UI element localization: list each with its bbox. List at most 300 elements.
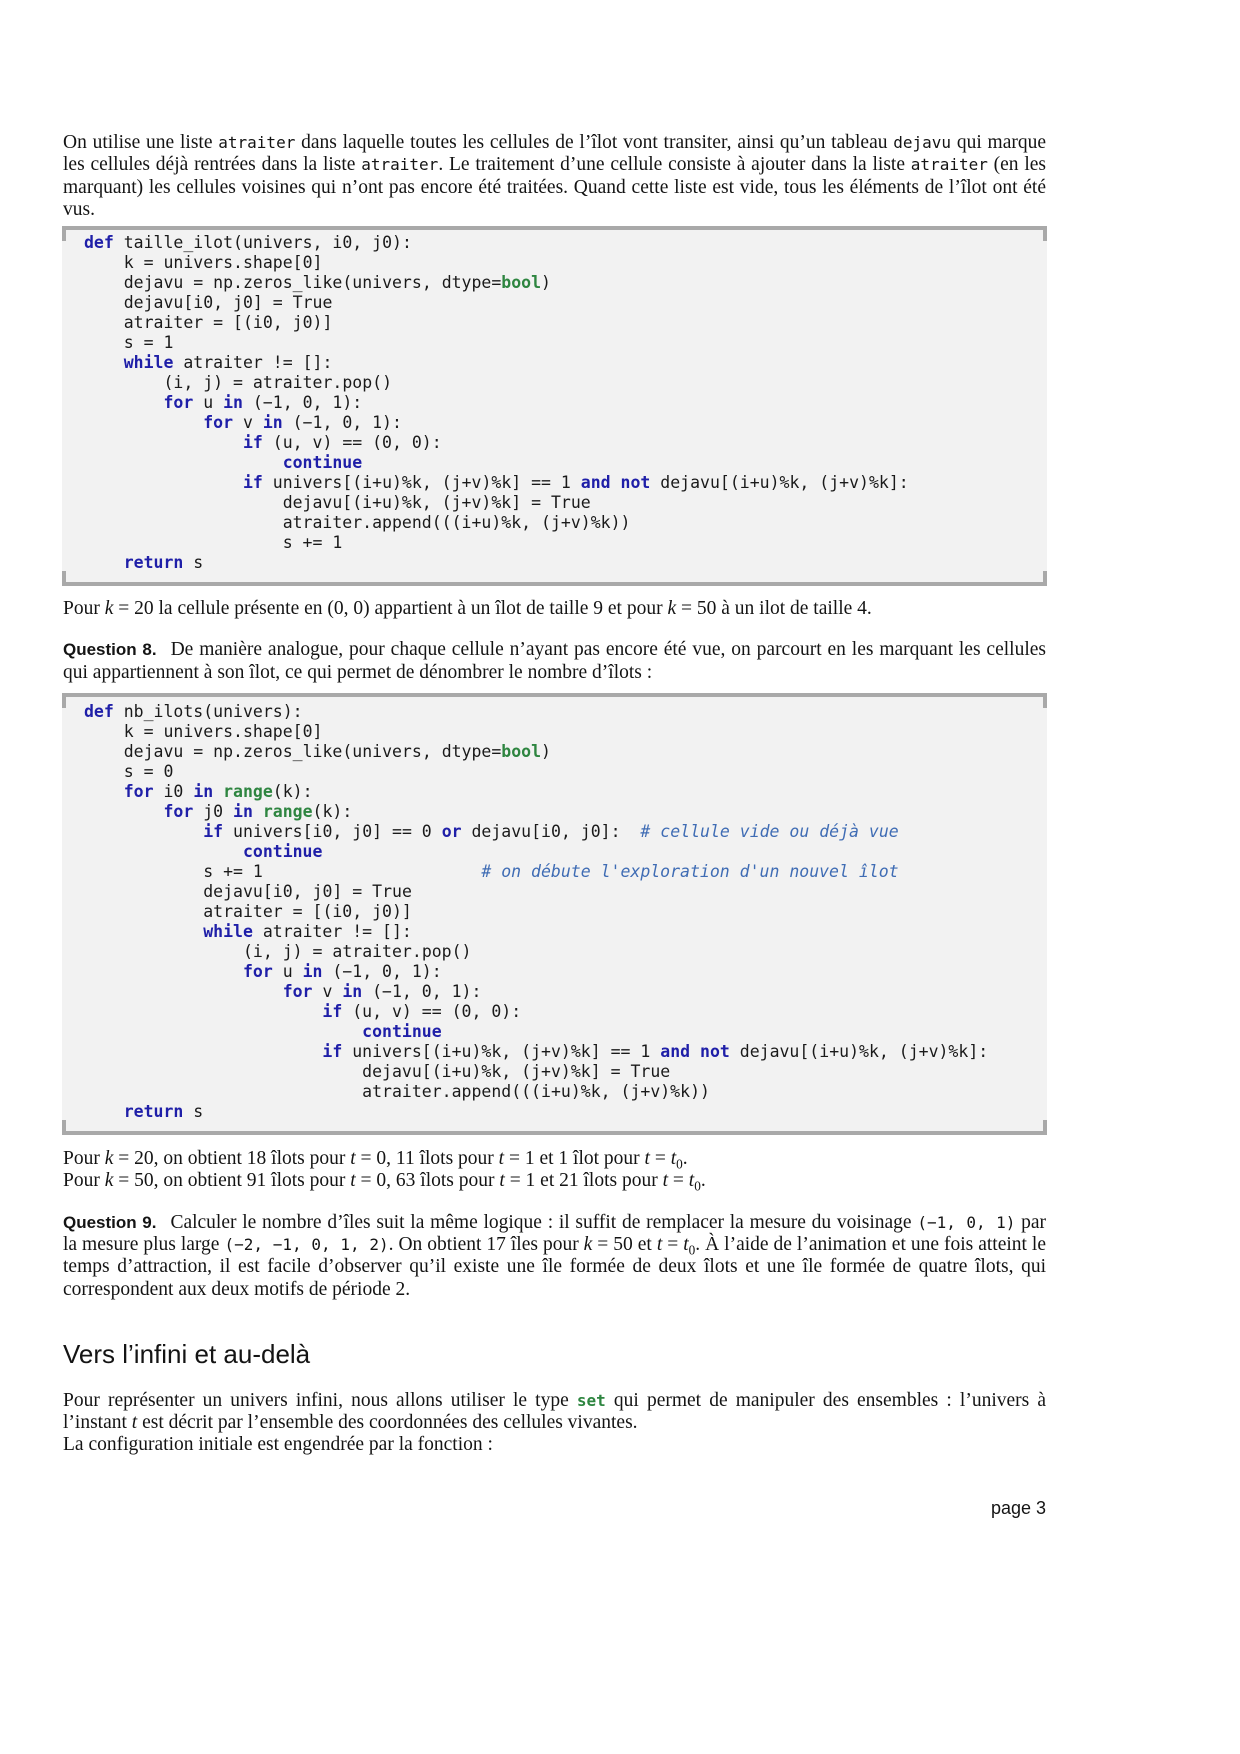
code-line bbox=[84, 882, 1047, 902]
code-text: [( bbox=[342, 473, 363, 493]
code-text: )) bbox=[690, 1082, 710, 1102]
code-text bbox=[84, 742, 124, 761]
code-text: univers bbox=[163, 253, 234, 273]
code-text: = 1 bbox=[133, 333, 174, 353]
code-text: )% bbox=[391, 493, 412, 513]
code-line bbox=[84, 253, 1047, 273]
code-text: = 0 bbox=[133, 762, 174, 782]
code-text: k bbox=[322, 802, 333, 822]
code-text: , ( bbox=[421, 473, 452, 493]
code-line bbox=[84, 553, 1047, 573]
code-keyword: if bbox=[242, 433, 263, 453]
code-text: . bbox=[441, 1082, 452, 1102]
code-text: [( bbox=[421, 1042, 442, 1062]
listing-frame-corner bbox=[1043, 1120, 1047, 1131]
listing-frame-corner bbox=[1043, 571, 1047, 582]
code-keyword: in bbox=[342, 982, 363, 1002]
text-run: par la mesure plus large bbox=[63, 1211, 1046, 1255]
inline-code: atraiter bbox=[361, 155, 439, 175]
code-keyword: or bbox=[441, 822, 462, 842]
math-variable: t bbox=[131, 1412, 138, 1434]
code-text: s bbox=[193, 1102, 204, 1122]
text-run: qui permet de manipuler des ensembles : l’univers à l’instant bbox=[63, 1389, 1046, 1434]
code-text: append bbox=[372, 513, 432, 533]
code-keyword: for bbox=[203, 413, 234, 433]
text-run: Calculer le nombre d’îles suit la même logique : il suffit de remplacer la mesure du voisinage bbox=[170, 1211, 918, 1233]
code-text: i0 bbox=[332, 233, 353, 253]
code-text: i0 bbox=[193, 293, 214, 313]
code-text: )% bbox=[481, 493, 502, 513]
code-text bbox=[84, 553, 124, 572]
code-keyword: def bbox=[84, 233, 114, 253]
code-text bbox=[154, 782, 164, 801]
code-text: ): bbox=[282, 702, 303, 722]
text-run: . On obtient 17 îles pour bbox=[388, 1233, 584, 1255]
code-text: dejavu bbox=[123, 293, 184, 313]
code-text bbox=[183, 553, 193, 572]
code-text: + bbox=[372, 493, 383, 513]
code-line bbox=[84, 802, 1047, 822]
code-text: . bbox=[233, 253, 243, 273]
code-text: atraiter bbox=[362, 1082, 442, 1102]
code-text bbox=[114, 702, 124, 721]
code-text bbox=[84, 762, 124, 781]
code-text: u bbox=[362, 1002, 373, 1022]
code-keyword: for bbox=[242, 962, 273, 982]
code-text: ( bbox=[84, 373, 174, 393]
code-text: ): bbox=[332, 802, 353, 822]
code-text bbox=[193, 393, 203, 412]
code-line bbox=[84, 453, 1047, 473]
code-text: + bbox=[451, 1042, 462, 1062]
code-text: dtype bbox=[441, 742, 492, 762]
code-line bbox=[84, 333, 1047, 353]
code-text: + bbox=[749, 473, 760, 493]
code-text: u bbox=[382, 473, 392, 493]
code-keyword: continue bbox=[242, 842, 323, 862]
code-text: atraiter bbox=[282, 513, 363, 533]
code-text: () bbox=[451, 942, 472, 962]
code-text bbox=[313, 982, 323, 1001]
math-subscript: 0 bbox=[694, 1179, 701, 1195]
text-run: Pour représenter un univers infini, nous allons utiliser le type bbox=[63, 1389, 577, 1411]
code-text: )) bbox=[610, 513, 631, 533]
code-text: u bbox=[203, 393, 214, 413]
code-text: univers bbox=[352, 742, 422, 762]
code-text: ( bbox=[312, 802, 323, 822]
text-run: est décrit par l’ensemble des coordonnées des cellules vivantes. bbox=[137, 1412, 638, 1434]
code-text bbox=[263, 473, 273, 492]
listing-frame-corner bbox=[62, 230, 66, 241]
code-text: pop bbox=[342, 373, 373, 393]
code-text: k bbox=[491, 1062, 502, 1082]
page-content bbox=[63, 132, 1046, 1457]
code-text: ] == 0 bbox=[372, 822, 442, 842]
text-run: . À l’aide de l’animation et une fois atteint le temps d’attraction, il est facile d’observer qu’il existe une île formée de deux îlots et une île formée de quatre îlots, qui correspondent aux deux motifs de période 2. bbox=[63, 1233, 1046, 1300]
text-run: = 1 et 21 îlots pour bbox=[504, 1170, 663, 1192]
math-variable: k bbox=[583, 1233, 593, 1255]
code-line bbox=[84, 702, 1047, 722]
code-text bbox=[84, 1042, 322, 1061]
code-text: v bbox=[391, 1002, 402, 1022]
code-text: i bbox=[441, 1042, 452, 1062]
code-text: ) bbox=[541, 273, 551, 293]
code-text: v bbox=[570, 513, 581, 533]
code-text: , bbox=[292, 433, 313, 453]
math-variable: t bbox=[350, 1148, 356, 1170]
code-text: . bbox=[233, 722, 243, 742]
code-line bbox=[84, 273, 1047, 293]
inline-code: (−2, −1, 0, 1, 2) bbox=[224, 1234, 389, 1254]
math-variable: t bbox=[683, 1233, 689, 1255]
code-text bbox=[84, 1082, 362, 1101]
code-text bbox=[730, 1042, 740, 1061]
code-text: )% bbox=[580, 513, 601, 533]
text-run: = 0, 63 îlots pour bbox=[355, 1170, 500, 1192]
code-text: )% bbox=[938, 1042, 959, 1062]
code-text: u bbox=[759, 473, 770, 493]
section-paragraph bbox=[63, 1390, 1046, 1457]
inline-type-keyword: set bbox=[576, 1390, 606, 1410]
code-line bbox=[84, 1042, 1047, 1062]
text-run: = bbox=[662, 1233, 684, 1255]
code-text: ] == 1 bbox=[511, 473, 581, 493]
code-text: atraiter bbox=[183, 353, 263, 373]
code-text: k bbox=[580, 1042, 591, 1062]
code-text: k bbox=[590, 1082, 601, 1102]
code-text bbox=[84, 273, 124, 292]
code-text: j bbox=[451, 473, 462, 493]
code-text: , bbox=[352, 233, 373, 253]
code-text: ( bbox=[342, 1002, 363, 1022]
code-text: i bbox=[739, 473, 750, 493]
code-text: ((( bbox=[511, 1082, 541, 1102]
code-text: ((( bbox=[431, 513, 462, 533]
code-text bbox=[84, 862, 203, 881]
question-label: Question 9. bbox=[63, 1212, 157, 1232]
code-text bbox=[650, 473, 660, 492]
code-text: k bbox=[680, 1082, 691, 1102]
code-text: univers bbox=[233, 822, 303, 842]
code-text bbox=[253, 802, 263, 821]
text-run: . bbox=[682, 1148, 688, 1170]
code-text: atraiter bbox=[203, 902, 283, 922]
code-text: i0 bbox=[332, 902, 353, 922]
code-line bbox=[84, 722, 1047, 742]
code-text: k bbox=[123, 253, 134, 273]
text-run: = 50, on obtient 91 îlots pour bbox=[113, 1170, 351, 1192]
code-text: j bbox=[908, 1042, 919, 1062]
code-text: s bbox=[203, 862, 214, 882]
code-text: [( bbox=[799, 1042, 820, 1062]
code-line bbox=[84, 433, 1047, 453]
code-text: . bbox=[332, 373, 343, 393]
code-text: k bbox=[868, 1042, 879, 1062]
code-text bbox=[84, 513, 283, 532]
code-text: i0 bbox=[163, 782, 184, 802]
text-run: = 0, 11 îlots pour bbox=[355, 1148, 499, 1170]
code-text bbox=[84, 493, 283, 512]
code-text: u bbox=[282, 433, 293, 453]
result-line bbox=[63, 1148, 1046, 1170]
code-keyword: in bbox=[302, 962, 323, 982]
code-text: zeros_like bbox=[242, 273, 343, 293]
code-text bbox=[253, 413, 263, 432]
code-line bbox=[84, 473, 1047, 493]
code-text: v bbox=[650, 1082, 661, 1102]
code-text: (−1, 0, 1): bbox=[242, 393, 363, 413]
code-text: v bbox=[312, 433, 323, 453]
code-text: [ bbox=[302, 822, 313, 842]
code-line bbox=[84, 393, 1047, 413]
code-keyword: in bbox=[233, 802, 253, 822]
code-text: [ bbox=[183, 293, 194, 313]
code-text: )% bbox=[660, 1082, 681, 1102]
code-text: ]: bbox=[600, 822, 641, 842]
code-text: != []: bbox=[342, 922, 412, 942]
code-keyword: in bbox=[223, 393, 243, 413]
code-text: i bbox=[441, 1062, 452, 1082]
code-text: , bbox=[372, 1002, 392, 1022]
code-text bbox=[84, 822, 203, 841]
code-text bbox=[84, 802, 163, 821]
text-run: = 20, on obtient 18 îlots pour bbox=[113, 1148, 351, 1170]
code-text bbox=[233, 413, 243, 432]
code-text: s bbox=[193, 553, 204, 573]
code-line bbox=[84, 1102, 1047, 1122]
code-text: , ( bbox=[799, 473, 830, 493]
text-run: = 50 et bbox=[592, 1233, 657, 1255]
code-text: ) bbox=[541, 742, 551, 762]
code-text: )% bbox=[471, 1062, 492, 1082]
code-text: ( bbox=[272, 782, 283, 802]
code-text bbox=[84, 722, 124, 741]
code-text: + bbox=[839, 473, 850, 493]
code-text: dtype bbox=[441, 273, 492, 293]
math-variable: k bbox=[104, 1148, 114, 1170]
code-line bbox=[84, 533, 1047, 553]
listing-frame-corner bbox=[62, 697, 66, 708]
code-keyword: not bbox=[700, 1042, 730, 1062]
code-text: v bbox=[928, 1042, 939, 1062]
code-text: True bbox=[292, 293, 333, 313]
code-line bbox=[84, 862, 1047, 882]
code-text: dejavu bbox=[123, 742, 184, 762]
code-text: j0 bbox=[312, 882, 333, 902]
code-text bbox=[84, 1022, 362, 1041]
code-text: univers bbox=[352, 273, 422, 293]
math-variable: t bbox=[662, 1170, 669, 1192]
code-text bbox=[84, 413, 203, 432]
code-text: v bbox=[471, 493, 482, 513]
code-text: j bbox=[203, 373, 214, 393]
math-variable: t bbox=[350, 1170, 356, 1192]
code-text: k bbox=[491, 1042, 502, 1062]
code-text: = [( bbox=[282, 902, 333, 922]
code-line bbox=[84, 782, 1047, 802]
code-text: u bbox=[461, 1042, 472, 1062]
code-line bbox=[84, 233, 1047, 253]
question-text bbox=[63, 639, 1046, 682]
code-text: taille_ilot bbox=[123, 233, 234, 253]
code-text: [( bbox=[719, 473, 740, 493]
code-text bbox=[84, 533, 283, 552]
code-text: univers bbox=[352, 1042, 422, 1062]
code-text: )% bbox=[849, 1042, 869, 1062]
code-text: (−1, 0, 1): bbox=[322, 962, 442, 982]
code-text: [( bbox=[342, 493, 363, 513]
math-variable: t bbox=[688, 1170, 695, 1192]
code-text: ) = bbox=[213, 373, 253, 393]
code-text: atraiter bbox=[262, 922, 343, 942]
code-text bbox=[84, 433, 243, 452]
code-line bbox=[84, 1022, 1047, 1042]
code-text: , bbox=[352, 902, 373, 922]
code-text: True bbox=[372, 882, 412, 902]
code-text: + bbox=[829, 1042, 840, 1062]
code-text: ( bbox=[262, 433, 283, 453]
code-text: )% bbox=[392, 473, 412, 493]
code-text: )% bbox=[560, 1062, 581, 1082]
code-text: , bbox=[262, 942, 283, 962]
code-line bbox=[84, 493, 1047, 513]
code-keyword: for bbox=[163, 393, 194, 413]
code-text: , bbox=[560, 822, 581, 842]
code-lines bbox=[84, 233, 1047, 573]
code-text: ] = bbox=[332, 882, 373, 902]
code-text bbox=[84, 353, 124, 372]
code-text: != []: bbox=[262, 353, 333, 373]
code-text: v bbox=[550, 1042, 561, 1062]
code-text: i bbox=[541, 1082, 551, 1102]
code-text: k bbox=[411, 473, 422, 493]
code-keyword: for bbox=[282, 982, 313, 1002]
code-line bbox=[84, 1082, 1047, 1102]
code-text: , bbox=[213, 293, 234, 313]
code-text: ( bbox=[203, 702, 214, 722]
code-text: v bbox=[322, 982, 333, 1002]
code-text bbox=[690, 1042, 700, 1061]
math-variable: k bbox=[104, 598, 114, 620]
code-text bbox=[183, 782, 193, 801]
code-text: j0 bbox=[372, 902, 392, 922]
code-line bbox=[84, 842, 1047, 862]
question-text bbox=[63, 1212, 1046, 1300]
code-text: + bbox=[372, 473, 383, 493]
inline-code: atraiter bbox=[218, 133, 296, 152]
text-run: La configuration initiale est engendrée par la fonction : bbox=[63, 1434, 493, 1456]
code-text: i bbox=[362, 473, 373, 493]
code-text bbox=[84, 982, 283, 1001]
code-builtin: range bbox=[262, 802, 313, 822]
code-text: j0 bbox=[292, 313, 313, 333]
text-run: Pour bbox=[63, 1148, 105, 1170]
code-text: j0 bbox=[372, 233, 393, 253]
math-variable: t bbox=[656, 1233, 663, 1255]
code-text: , ( bbox=[878, 1042, 909, 1062]
listing-frame-corner bbox=[1043, 230, 1047, 241]
code-text: dejavu bbox=[362, 1062, 422, 1082]
math-subscript: 0 bbox=[688, 1242, 696, 1258]
question-9 bbox=[63, 1212, 1046, 1301]
code-text: , bbox=[272, 313, 293, 333]
code-text bbox=[114, 233, 124, 252]
code-text: ) = bbox=[292, 942, 333, 962]
code-text bbox=[84, 782, 124, 801]
code-text: k bbox=[600, 513, 611, 533]
code-text: , ( bbox=[501, 1062, 532, 1082]
code-text: + bbox=[550, 1082, 561, 1102]
math-variable: k bbox=[667, 598, 677, 620]
code-text: += 1 bbox=[213, 862, 482, 882]
text-run: (en les marquant) les cellules voisines qui n’ont pas encore été traitées. Quand cette liste est vide, tous les éléments de l’îlot ont été vus. bbox=[63, 154, 1046, 220]
code-text: )] bbox=[312, 313, 333, 333]
code-text: dejavu bbox=[660, 473, 720, 493]
code-text: u bbox=[839, 1042, 850, 1062]
code-text: i bbox=[173, 373, 184, 393]
code-text: j bbox=[282, 942, 293, 962]
code-text: = bbox=[183, 273, 214, 293]
result-paragraph-taille-ilot bbox=[63, 598, 1046, 620]
inline-code: dejavu bbox=[893, 133, 952, 152]
code-text: append bbox=[451, 1082, 512, 1102]
code-text: ( bbox=[84, 942, 253, 962]
code-keyword: def bbox=[84, 702, 114, 722]
code-line bbox=[84, 293, 1047, 313]
code-text: + bbox=[560, 513, 571, 533]
result-paragraph-nb-ilots bbox=[63, 1148, 1046, 1193]
code-line bbox=[84, 942, 1047, 962]
code-text: = [( bbox=[203, 313, 253, 333]
text-run: = 20 la cellule présente en (0, 0) appartient à un îlot de taille 9 et pour bbox=[113, 598, 668, 620]
code-text: univers bbox=[242, 233, 313, 253]
code-text: univers bbox=[213, 702, 283, 722]
code-text: j0 bbox=[233, 293, 253, 313]
code-keyword: while bbox=[123, 353, 174, 373]
code-text: i bbox=[362, 493, 373, 513]
code-text: , bbox=[292, 882, 313, 902]
code-text bbox=[84, 253, 124, 272]
code-text: s bbox=[123, 762, 134, 782]
code-text: , bbox=[183, 373, 204, 393]
code-text: k bbox=[411, 493, 422, 513]
code-text: [0] bbox=[292, 722, 323, 742]
code-text: )] bbox=[392, 902, 412, 922]
code-text: ] == 1 bbox=[590, 1042, 661, 1062]
math-variable: k bbox=[104, 1170, 114, 1192]
code-text bbox=[84, 453, 283, 472]
code-text: + bbox=[541, 1062, 551, 1082]
code-keyword: if bbox=[322, 1042, 343, 1062]
code-keyword: not bbox=[620, 473, 651, 493]
code-text: , bbox=[421, 273, 442, 293]
code-keyword: while bbox=[203, 922, 253, 942]
code-text: dejavu bbox=[203, 882, 263, 902]
code-listing-taille-ilot bbox=[62, 226, 1047, 586]
code-text: i0 bbox=[312, 822, 333, 842]
math-variable: t bbox=[670, 1148, 677, 1170]
listing-frame-corner bbox=[62, 1120, 66, 1131]
code-text: u bbox=[382, 493, 392, 513]
code-text: i0 bbox=[272, 882, 293, 902]
code-keyword: in bbox=[193, 782, 214, 802]
code-text: k bbox=[511, 513, 522, 533]
code-text: v bbox=[471, 473, 482, 493]
code-text: . bbox=[362, 513, 373, 533]
code-keyword: continue bbox=[282, 453, 363, 473]
code-text: ]: bbox=[888, 473, 909, 493]
text-run: De manière analogue, pour chaque cellule n’ayant pas encore été vue, on parcourt en les marquant les cellules qui appartiennent à son îlot, ce qui permet de dénombrer le nombre d’îlots : bbox=[63, 639, 1046, 683]
